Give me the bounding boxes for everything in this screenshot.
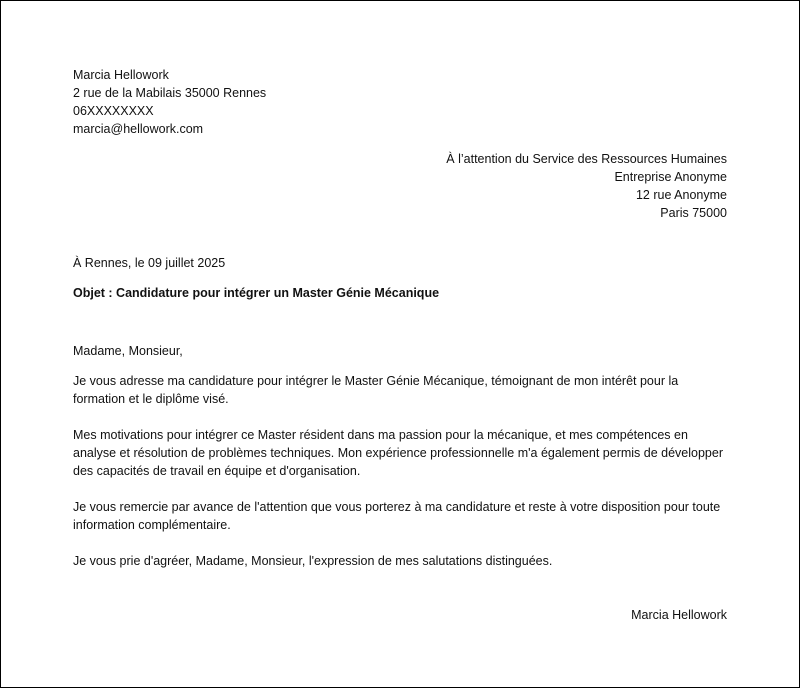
letter-closing: Je vous prie d'agréer, Madame, Monsieur, l'expression de mes salutations distinguées.	[73, 554, 553, 568]
sender-email: marcia@hellowork.com	[73, 122, 204, 136]
sender-name: Marcia Hellowork	[73, 68, 169, 82]
recipient-company: Entreprise Anonyme	[614, 170, 727, 184]
letter-date: À Rennes, le 09 juillet 2025	[73, 256, 226, 270]
letter-subject: Objet : Candidature pour intégrer un Master Génie Mécanique	[73, 286, 440, 300]
letter-paragraph: Je vous remercie par avance de l'attention que vous porterez à ma candidature et reste à votre disposition pour toute information complémentaire.	[73, 500, 721, 532]
letter-body	[73, 342, 727, 588]
letter-signature: Marcia Hellowork	[631, 608, 727, 622]
sender-phone: 06XXXXXXXX	[73, 104, 154, 118]
recipient-city: Paris 75000	[660, 206, 727, 220]
sender-address: 2 rue de la Mabilais 35000 Rennes	[73, 86, 267, 100]
letter-paragraph: Je vous adresse ma candidature pour intégrer le Master Génie Mécanique, témoignant de mon intérêt pour la formation et le diplôme visé.	[73, 374, 679, 406]
letter-greeting: Madame, Monsieur,	[73, 344, 183, 358]
recipient-attention: À l’attention du Service des Ressources Humaines	[446, 152, 727, 166]
letter-paragraph: Mes motivations pour intégrer ce Master résident dans ma passion pour la mécanique, et mes compétences en analyse et résolution de problèmes techniques. Mon expérience professionnelle m'a également permis de développer des capacités de travail en équipe et d'organisation.	[73, 428, 723, 478]
recipient-block	[307, 150, 727, 222]
sender-block	[73, 66, 473, 138]
recipient-street: 12 rue Anonyme	[635, 188, 727, 202]
